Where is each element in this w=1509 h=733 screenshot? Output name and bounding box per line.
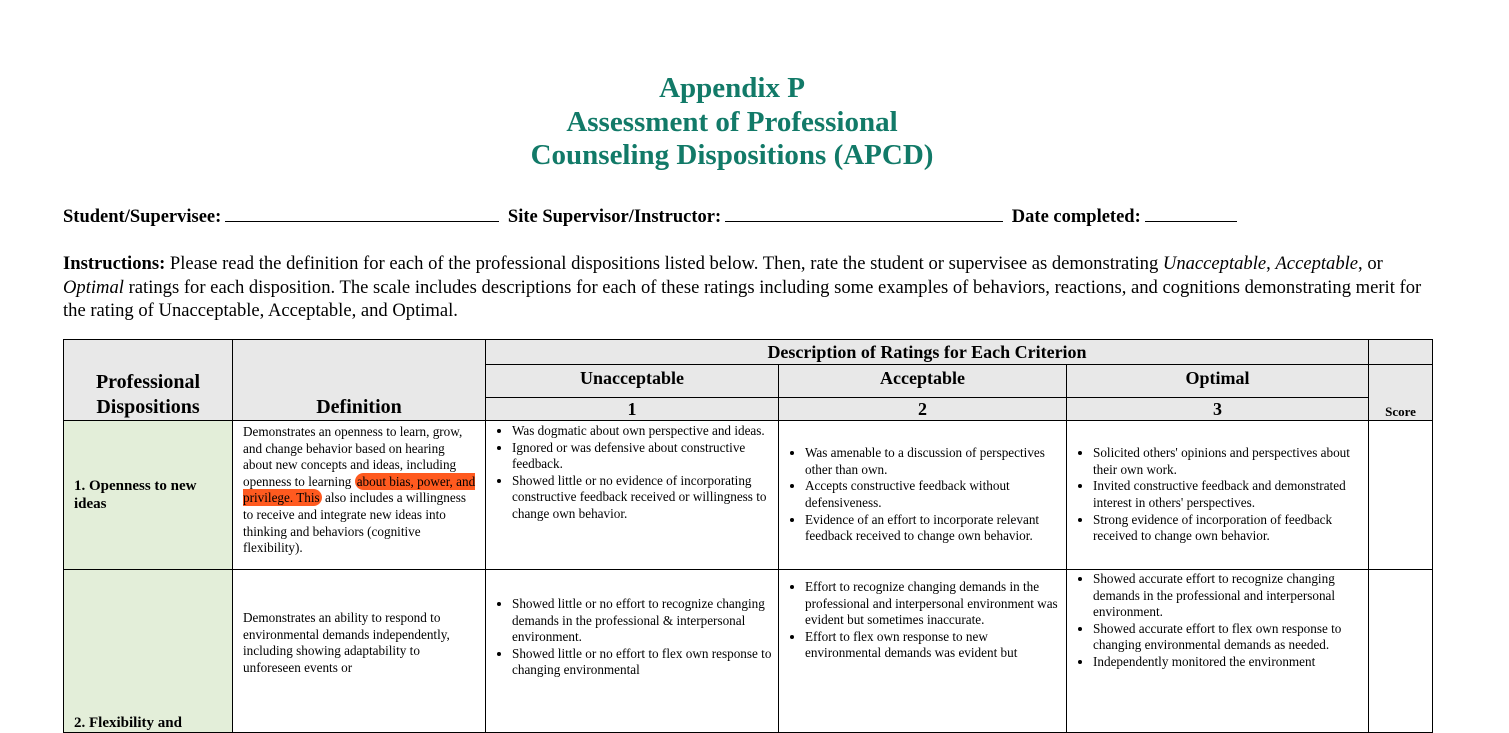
instructions-text: ratings for each disposition. The scale includes descriptions for each of these ratings including some examples of behaviors, reactions, and cognitions demonstrating merit for the rating of Unacceptable, Acceptable, and Optimal. — [63, 276, 1422, 321]
score-cell[interactable] — [1369, 421, 1433, 570]
list-item: • Independently monitored the environment — [1093, 654, 1362, 671]
list-item: • Showed little or no effort to flex own response to changing environmental — [512, 646, 772, 679]
unacceptable-cell — [486, 570, 779, 733]
title-line-2: Assessment of Professional — [566, 105, 898, 138]
list-item: • Evidence of an effort to incorporate relevant feedback received to change own behavior. — [805, 512, 1060, 545]
header-definition: Definition — [233, 340, 486, 421]
list-item: • Ignored or was defensive about constructive feedback. — [512, 440, 772, 473]
highlight-mark: about bias, power, and privilege. This — [243, 473, 476, 506]
rubric-table — [63, 339, 1433, 733]
list-item: • Effort to recognize changing demands in the professional and interpersonal environment was evident but sometimes inaccurate. — [805, 579, 1060, 629]
header-dispositions: Professional Dispositions — [64, 340, 233, 421]
student-blank[interactable] — [225, 205, 499, 222]
header-score-top — [1369, 340, 1433, 365]
disposition-name: 1. Openness to new ideas — [64, 421, 233, 570]
acceptable-cell — [779, 421, 1067, 570]
list-item: • Showed little or no effort to recognize changing demands in the professional & interpersonal environment. — [512, 596, 772, 646]
score-cell[interactable] — [1369, 570, 1433, 733]
date-label: Date completed: — [1011, 207, 1141, 227]
instructions-optimal: Optimal — [63, 276, 124, 298]
instructions-paragraph — [63, 252, 1443, 323]
instructions-acceptable: Acceptable — [1275, 253, 1359, 274]
list-item: • Showed accurate effort to flex own response to changing environmental demands as needed. — [1093, 621, 1362, 654]
disposition-definition: Demonstrates an ability to respond to environmental demands independently, including showing adaptability to unforeseen events or — [233, 570, 486, 733]
instructions-text: Please read the definition for each of the professional dispositions listed below. Then, rate the student or supervisee as demonstrating — [165, 253, 1163, 274]
list-item: • Effort to flex own response to new environmental demands was evident but — [805, 629, 1060, 662]
list-item: • Invited constructive feedback and demonstrated interest in others' perspectives. — [1093, 478, 1362, 511]
disposition-definition — [233, 421, 486, 570]
optimal-cell — [1067, 421, 1369, 570]
table-row — [64, 421, 1433, 570]
instructions-sep: , or — [1358, 253, 1383, 274]
list-item: • Was dogmatic about own perspective and ideas. — [512, 423, 772, 440]
header-optimal: Optimal — [1067, 365, 1369, 398]
header-score: Score — [1369, 365, 1433, 421]
definition-text: also includes a willingness to receive and integrate new ideas into thinking and behaviors (cognitive flexibility). — [243, 490, 466, 556]
disposition-name: 2. Flexibility and — [64, 570, 233, 733]
header-rating-1: 1 — [486, 398, 779, 421]
instructions-label: Instructions: — [63, 253, 166, 274]
date-blank[interactable] — [1145, 205, 1237, 222]
title-line-3: Counseling Dispositions (APCD) — [530, 139, 934, 171]
supervisor-blank[interactable] — [725, 205, 1003, 222]
list-item: • Strong evidence of incorporation of feedback received to change own behavior. — [1093, 512, 1362, 545]
header-acceptable: Acceptable — [779, 365, 1067, 398]
acceptable-cell — [779, 570, 1067, 733]
list-item: • Showed little or no evidence of incorporating constructive feedback received or willingness to change own behavior. — [512, 473, 772, 523]
optimal-cell — [1067, 570, 1369, 733]
header-unacceptable: Unacceptable — [486, 365, 779, 398]
header-rating-3: 3 — [1067, 398, 1369, 421]
student-label: Student/Supervisee: — [63, 207, 222, 227]
list-item: • Showed accurate effort to recognize changing demands in the professional and interpersonal environment. — [1093, 571, 1362, 621]
title-line-1: Appendix P — [659, 72, 805, 104]
form-fields — [63, 205, 1241, 228]
list-item: • Solicited others' opinions and perspectives about their own work. — [1093, 445, 1362, 478]
document-title — [0, 72, 1464, 173]
list-item: • Was amenable to a discussion of perspectives other than own. — [805, 445, 1060, 478]
instructions-unacceptable: Unacceptable — [1162, 253, 1267, 274]
header-description: Description of Ratings for Each Criterion — [486, 340, 1369, 365]
header-rating-2: 2 — [779, 398, 1067, 421]
unacceptable-cell — [486, 421, 779, 570]
supervisor-label: Site Supervisor/Instructor: — [507, 207, 722, 227]
table-row — [64, 570, 1433, 733]
list-item: • Accepts constructive feedback without defensiveness. — [805, 478, 1060, 511]
definition-text: Demonstrates an openness to learn, grow, and change behavior based on hearing about new concepts and ideas, including openness to learning — [243, 424, 463, 489]
instructions-sep: , — [1266, 253, 1276, 274]
